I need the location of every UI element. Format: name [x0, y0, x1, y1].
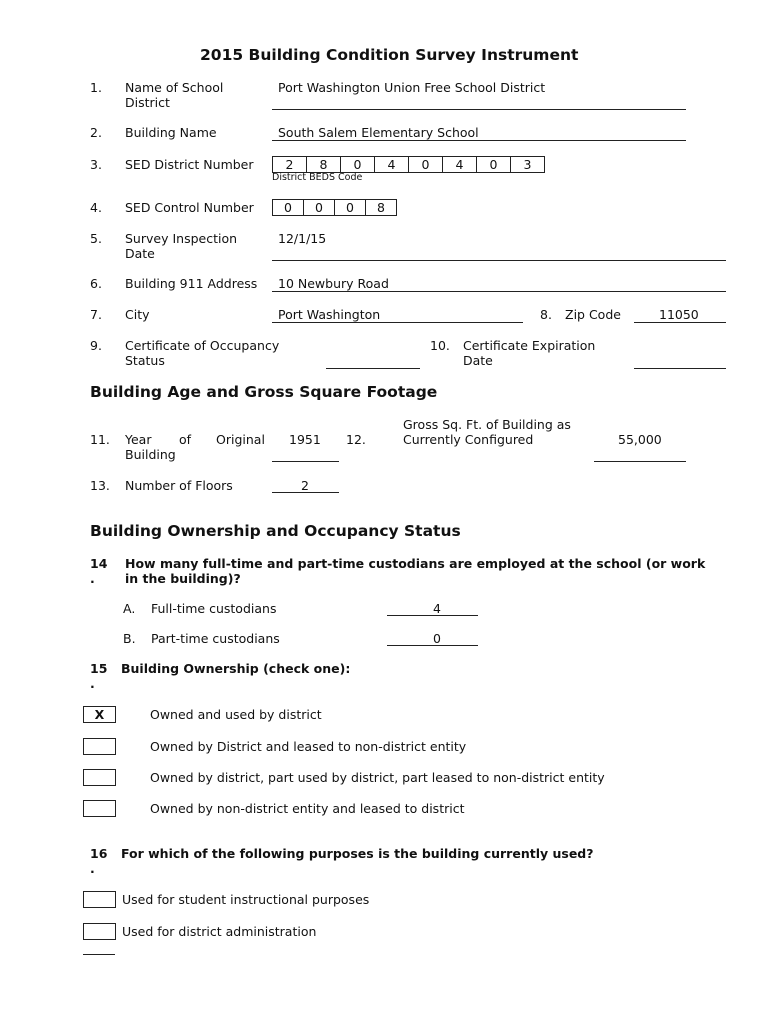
section-heading-ownership: Building Ownership and Occupancy Status [90, 522, 461, 540]
q12-label-line2: Currently Configured [403, 432, 534, 447]
q13-label: Number of Floors [125, 478, 233, 493]
ownership-checkbox[interactable] [83, 769, 116, 786]
q10-underline [634, 368, 726, 369]
district-beds-caption: District BEDS Code [272, 172, 363, 183]
q8-underline [634, 322, 726, 323]
q9-label-line1: Certificate of Occupancy [125, 338, 280, 353]
district-digit: 0 [477, 157, 511, 172]
q5-underline [272, 260, 726, 261]
address-value: 10 Newbury Road [278, 276, 389, 291]
zip-code-value: 11050 [659, 307, 699, 322]
district-digit: 0 [341, 157, 375, 172]
control-digit: 0 [273, 200, 304, 215]
q7-label: City [125, 307, 150, 322]
q16-question: For which of the following purposes is the building currently used? [121, 846, 594, 861]
building-name-value: South Salem Elementary School [278, 125, 479, 140]
q11-label-line2: Building [125, 447, 176, 462]
q7-underline [272, 322, 523, 323]
q1-label-line1: Name of School [125, 80, 224, 95]
q1-label-line2: District [125, 95, 170, 110]
part-time-custodians-value: 0 [433, 631, 441, 646]
section-heading-age: Building Age and Gross Square Footage [90, 383, 438, 401]
q14b-underline [387, 645, 478, 646]
floors-value: 2 [301, 478, 309, 493]
q16-dot: . [90, 861, 95, 876]
q6-number: 6. [90, 276, 102, 291]
q2-underline [272, 140, 686, 141]
q1-underline [272, 109, 686, 110]
sed-district-number-boxes [272, 156, 545, 173]
q12-label-line1: Gross Sq. Ft. of Building as [403, 417, 571, 432]
q9-underline [326, 368, 420, 369]
district-digit: 4 [443, 157, 477, 172]
q4-number: 4. [90, 200, 102, 215]
q6-underline [272, 291, 726, 292]
purpose-checkbox[interactable] [83, 891, 116, 908]
purpose-checkbox[interactable] [83, 923, 116, 940]
q12-underline [594, 461, 686, 462]
q11-label-word2: of [179, 432, 192, 447]
full-time-custodians-value: 4 [433, 601, 441, 616]
q14b-label: Part-time custodians [151, 631, 280, 646]
gross-sq-ft-value: 55,000 [618, 432, 662, 447]
city-value: Port Washington [278, 307, 381, 322]
control-digit: 8 [377, 200, 385, 215]
q15-dot: . [90, 676, 95, 691]
purpose-option-label: Used for student instructional purposes [122, 892, 370, 907]
purpose-option-label: Used for district administration [122, 924, 317, 939]
year-built-value: 1951 [289, 432, 321, 447]
q15-question: Building Ownership (check one): [121, 661, 351, 676]
q8-number: 8. [540, 307, 552, 322]
q14b-letter: B. [123, 631, 136, 646]
q11-label-word3: Original [216, 432, 265, 447]
q4-label: SED Control Number [125, 200, 254, 215]
district-digit: 0 [409, 157, 443, 172]
q12-number: 12. [346, 432, 366, 447]
q5-number: 5. [90, 231, 102, 246]
q14-question-line2: in the building)? [125, 571, 241, 586]
q14a-letter: A. [123, 601, 136, 616]
survey-date-value: 12/1/15 [278, 231, 327, 246]
q11-number: 11. [90, 432, 110, 447]
q10-number: 10. [430, 338, 450, 353]
q13-number: 13. [90, 478, 110, 493]
q10-label-line2: Date [463, 353, 493, 368]
q15-number: 15 [90, 661, 108, 676]
district-digit: 8 [307, 157, 341, 172]
sed-control-number-boxes [272, 199, 397, 216]
ownership-option-label: Owned and used by district [150, 707, 322, 722]
district-digit: 2 [273, 157, 307, 172]
q14-number: 14 [90, 556, 108, 571]
q9-number: 9. [90, 338, 102, 353]
ownership-checkbox[interactable]: X [83, 706, 116, 723]
q14a-label: Full-time custodians [151, 601, 277, 616]
district-digit: 3 [523, 157, 532, 172]
ownership-checkbox[interactable] [83, 800, 116, 817]
ownership-option-label: Owned by district, part used by district, part leased to non-district entity [150, 770, 605, 785]
control-digit: 0 [335, 200, 366, 215]
control-digit: 0 [304, 200, 335, 215]
ownership-option-label: Owned by District and leased to non-district entity [150, 739, 467, 754]
q10-label-line1: Certificate Expiration [463, 338, 596, 353]
q11-label-word1: Year [125, 432, 152, 447]
q5-label-line1: Survey Inspection [125, 231, 238, 246]
ownership-option-label: Owned by non-district entity and leased to district [150, 801, 465, 816]
partial-checkbox-edge [83, 954, 115, 955]
q3-label: SED District Number [125, 157, 254, 172]
school-district-value: Port Washington Union Free School District [278, 80, 546, 95]
q14a-underline [387, 615, 478, 616]
q6-label: Building 911 Address [125, 276, 258, 291]
q14-question-line1: How many full-time and part-time custodians are employed at the school (or work [125, 556, 706, 571]
q11-underline [272, 461, 339, 462]
page-title: 2015 Building Condition Survey Instrument [200, 46, 579, 64]
q8-label: Zip Code [565, 307, 621, 322]
q2-number: 2. [90, 125, 102, 140]
district-digit: 4 [375, 157, 409, 172]
q5-label-line2: Date [125, 246, 155, 261]
q13-underline [272, 492, 339, 493]
q7-number: 7. [90, 307, 102, 322]
q2-label: Building Name [125, 125, 217, 140]
q14-dot: . [90, 571, 95, 586]
q16-number: 16 [90, 846, 108, 861]
q9-label-line2: Status [125, 353, 165, 368]
q3-number: 3. [90, 157, 102, 172]
ownership-checkbox[interactable] [83, 738, 116, 755]
q1-number: 1. [90, 80, 102, 95]
